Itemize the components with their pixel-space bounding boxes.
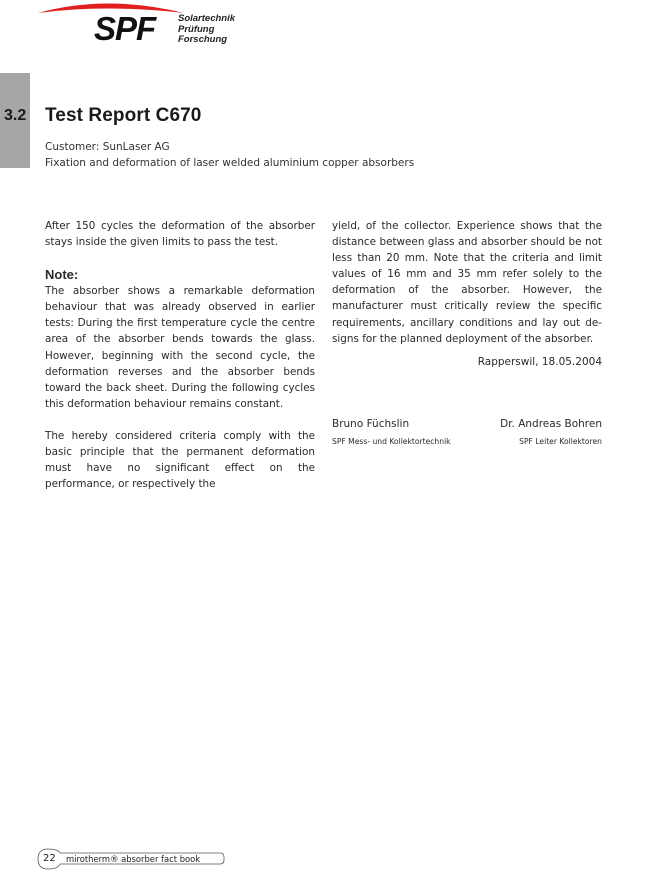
customer-line: Customer: SunLaser AG <box>45 141 170 153</box>
logo-tagline-line: Prüfung <box>178 23 215 35</box>
logo-tagline-line: Forschung <box>178 34 228 45</box>
signature-role: SPF Leiter Kollektoren <box>519 437 602 446</box>
logo-tagline <box>178 14 235 46</box>
page-footer <box>36 848 226 870</box>
note-paragraph: The absorber shows a remarkable deformation behaviour that was already observed in earlier tests: During the first temperature cycle the centre area of the absorber bends towards the glass. However, beginning with the second cycle, the deformation reverses and the absorber bends toward the back sheet. During the following cycles this deformation behaviour remains constant. <box>45 285 315 410</box>
spf-logo <box>36 0 236 50</box>
note-heading: Note: <box>45 267 79 283</box>
criteria-paragraph: The hereby considered criteria comply with the basic principle that the permanent deformation must have no significant effect on the performance, or respectively the <box>45 429 315 491</box>
intro-paragraph: After 150 cycles the deformation of the absorber stays inside the given limits to pass the test. <box>45 220 315 249</box>
left-column <box>45 218 315 492</box>
page-title: Test Report C670 <box>45 105 202 126</box>
right-column <box>332 218 602 347</box>
subject-line: Fixation and deformation of laser welded aluminium copper absorbers <box>45 157 415 169</box>
signature-name: Dr. Andreas Bohren <box>500 418 602 430</box>
book-title: mirotherm® absorber fact book <box>66 854 201 864</box>
signature-name: Bruno Füchslin <box>332 418 410 430</box>
logo-tagline-line: Solartechnik <box>178 13 236 24</box>
page-number: 22 <box>43 853 56 864</box>
experience-paragraph: yield, of the collector. Experience shows that the distance between glass and absorber should be not less than 20 mm. Note that the criteria and limit values of 16 mm and 35 mm refer solely to the deformation of the absorber. However, the manufacturer must critically review the specific requirements, ancillary conditions and lay out designs for the planned deployment of the absorber. <box>332 220 602 345</box>
signature-role: SPF Mess- und Kollektortechnik <box>332 437 451 446</box>
logo-wordmark: SPF <box>94 10 156 47</box>
place-date: Rapperswil, 18.05.2004 <box>477 356 602 368</box>
section-number: 3.2 <box>4 107 27 124</box>
